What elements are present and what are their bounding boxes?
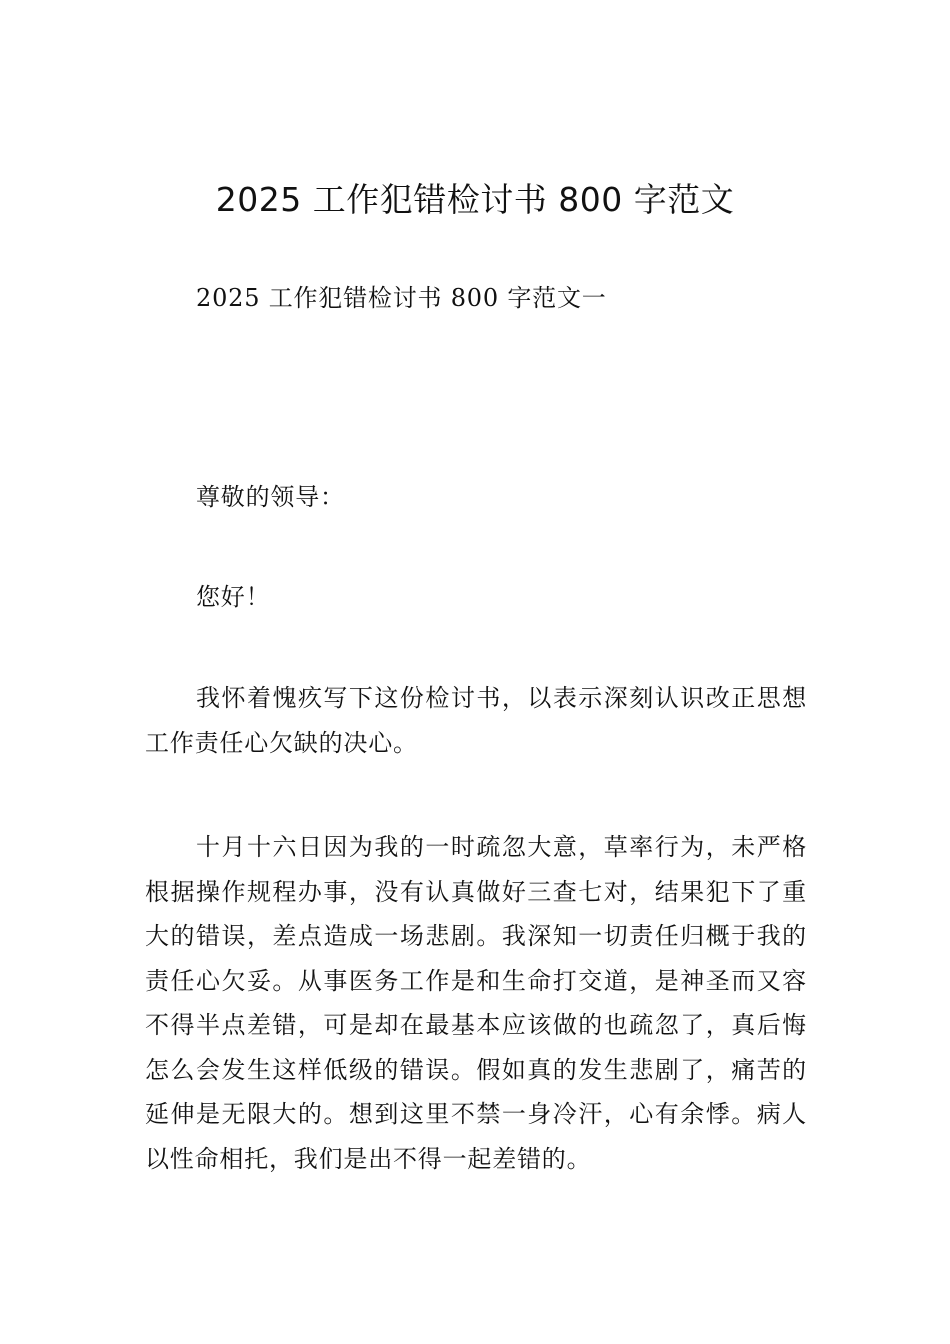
greeting: 您好！: [196, 583, 271, 611]
paragraph-intro: 我怀着愧疚写下这份检讨书，以表示深刻认识改正思想工作责任心欠缺的决心。: [145, 684, 807, 757]
document-subtitle: 2025 工作犯错检讨书 800 字范文一: [196, 284, 607, 312]
document-title: 2025 工作犯错检讨书 800 字范文: [215, 180, 735, 219]
salutation: 尊敬的领导：: [196, 483, 345, 511]
paragraph-body: 十月十六日因为我的一时疏忽大意，草率行为，未严格根据操作规程办事，没有认真做好三查七对，结果犯下了重大的错误，差点造成一场悲剧。我深知一切责任归概于我的责任心欠妥。从事医务工作是和生命打交道，是神圣而又容不得半点差错，可是却在最基本应该做的也疏忽了，真后悔怎么会发生这样低级的错误。假如真的发生悲剧了，痛苦的延伸是无限大的。想到这里不禁一身冷汗，心有余悸。病人以性命相托，我们是出不得一起差错的。: [145, 833, 807, 1173]
